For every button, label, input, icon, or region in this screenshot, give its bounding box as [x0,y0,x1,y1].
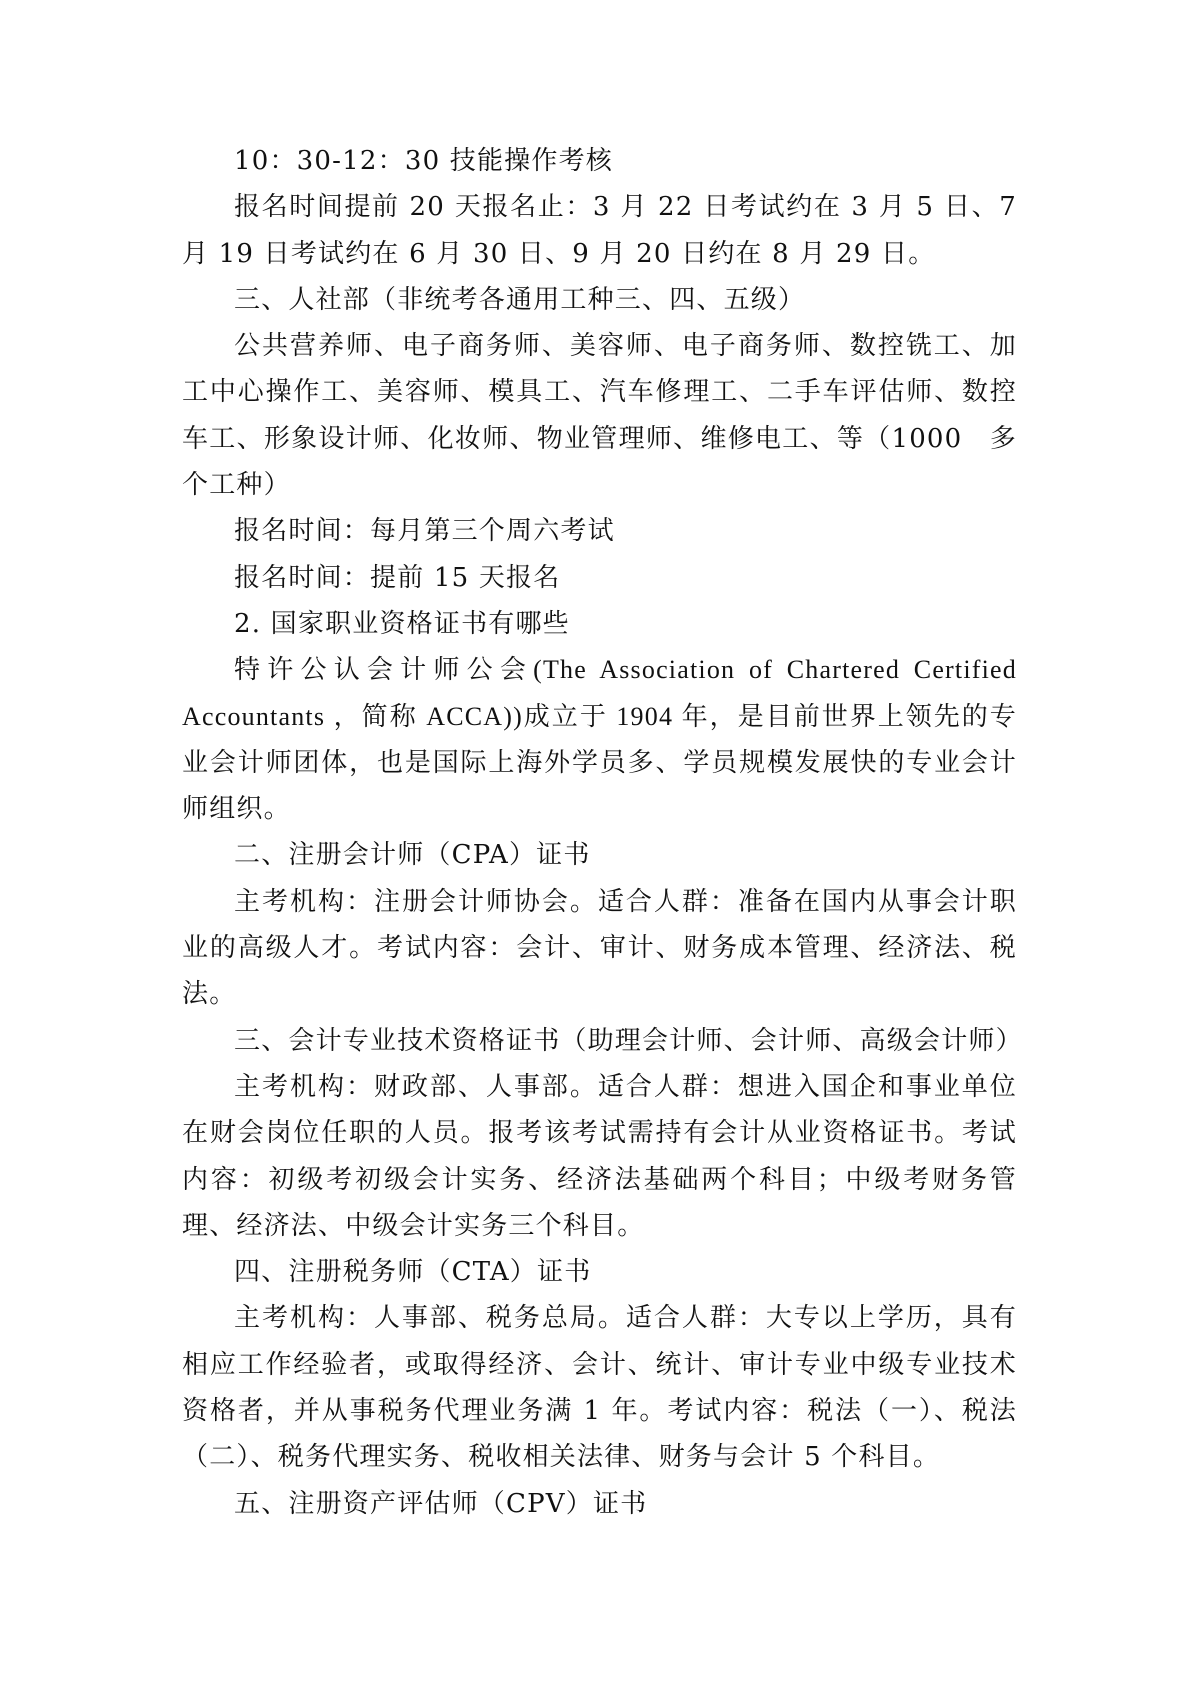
document-body [182,138,1023,1527]
heading-hr-department: 三、人社部（非统考各通用工种三、四、五级） [234,284,806,315]
heading-cpa: 二、注册会计师（CPA）证书 [234,840,591,871]
heading-cta: 四、注册税务师（CTA）证书 [234,1257,592,1288]
heading-national-certificates: 2. 国家职业资格证书有哪些 [234,608,570,639]
paragraph-registration-advance: 报名时间：提前 15 天报名 [234,562,561,593]
paragraph-exam-time: 10：30-12：30 技能操作考核 [234,146,613,176]
heading-cpv: 五、注册资产评估师（CPV）证书 [234,1488,648,1519]
heading-accounting-qualification: 三、会计专业技术资格证书（助理会计师、会计师、高级会计师） [234,1025,1023,1056]
paragraph-cta-details: 主考机构：人事部、税务总局。适合人群：大专以上学历，具有相应工作经验者，或取得经济、会计、统计、审计专业中级专业技术资格者，并从事税务代理业务满 1 年。考试内容：税法（一）、税法（二）、税务代理实务、税收相关法律、财务与会计 5 个科目。 [182,1303,1017,1473]
paragraph-exam-schedule: 报名时间：每月第三个周六考试 [234,516,615,547]
paragraph-job-types: 公共营养师、电子商务师、美容师、电子商务师、数控铣工、加工中心操作工、美容师、模具工、汽车修理工、二手车评估师、数控车工、形象设计师、化妆师、物业管理师、维修电工、等（1000 多个工种） [182,331,1017,501]
paragraph-registration-deadline: 报名时间提前 20 天报名止：3 月 22 日考试约在 3 月 5 日、7 月 19 日考试约在 6 月 30 日、9 月 20 日约在 8 月 29 日。 [182,192,1017,269]
paragraph-acca: 特许公认会计师公会(The Association of Chartered Certified Accountants ，简称 ACCA))成立于 1904 年，是目前世界上领先的专业会计师团体，也是国际上海外学员多、学员规模发展快的专业会计师组织。 [182,655,1017,824]
paragraph-cpa-details: 主考机构：注册会计师协会。适合人群：准备在国内从事会计职业的高级人才。考试内容：会计、审计、财务成本管理、经济法、税法。 [182,886,1017,1010]
paragraph-accounting-details: 主考机构：财政部、人事部。适合人群：想进入国企和事业单位在财会岗位任职的人员。报考该考试需持有会计从业资格证书。考试内容：初级考初级会计实务、经济法基础两个科目；中级考财务管理、经济法、中级会计实务三个科目。 [182,1071,1017,1241]
